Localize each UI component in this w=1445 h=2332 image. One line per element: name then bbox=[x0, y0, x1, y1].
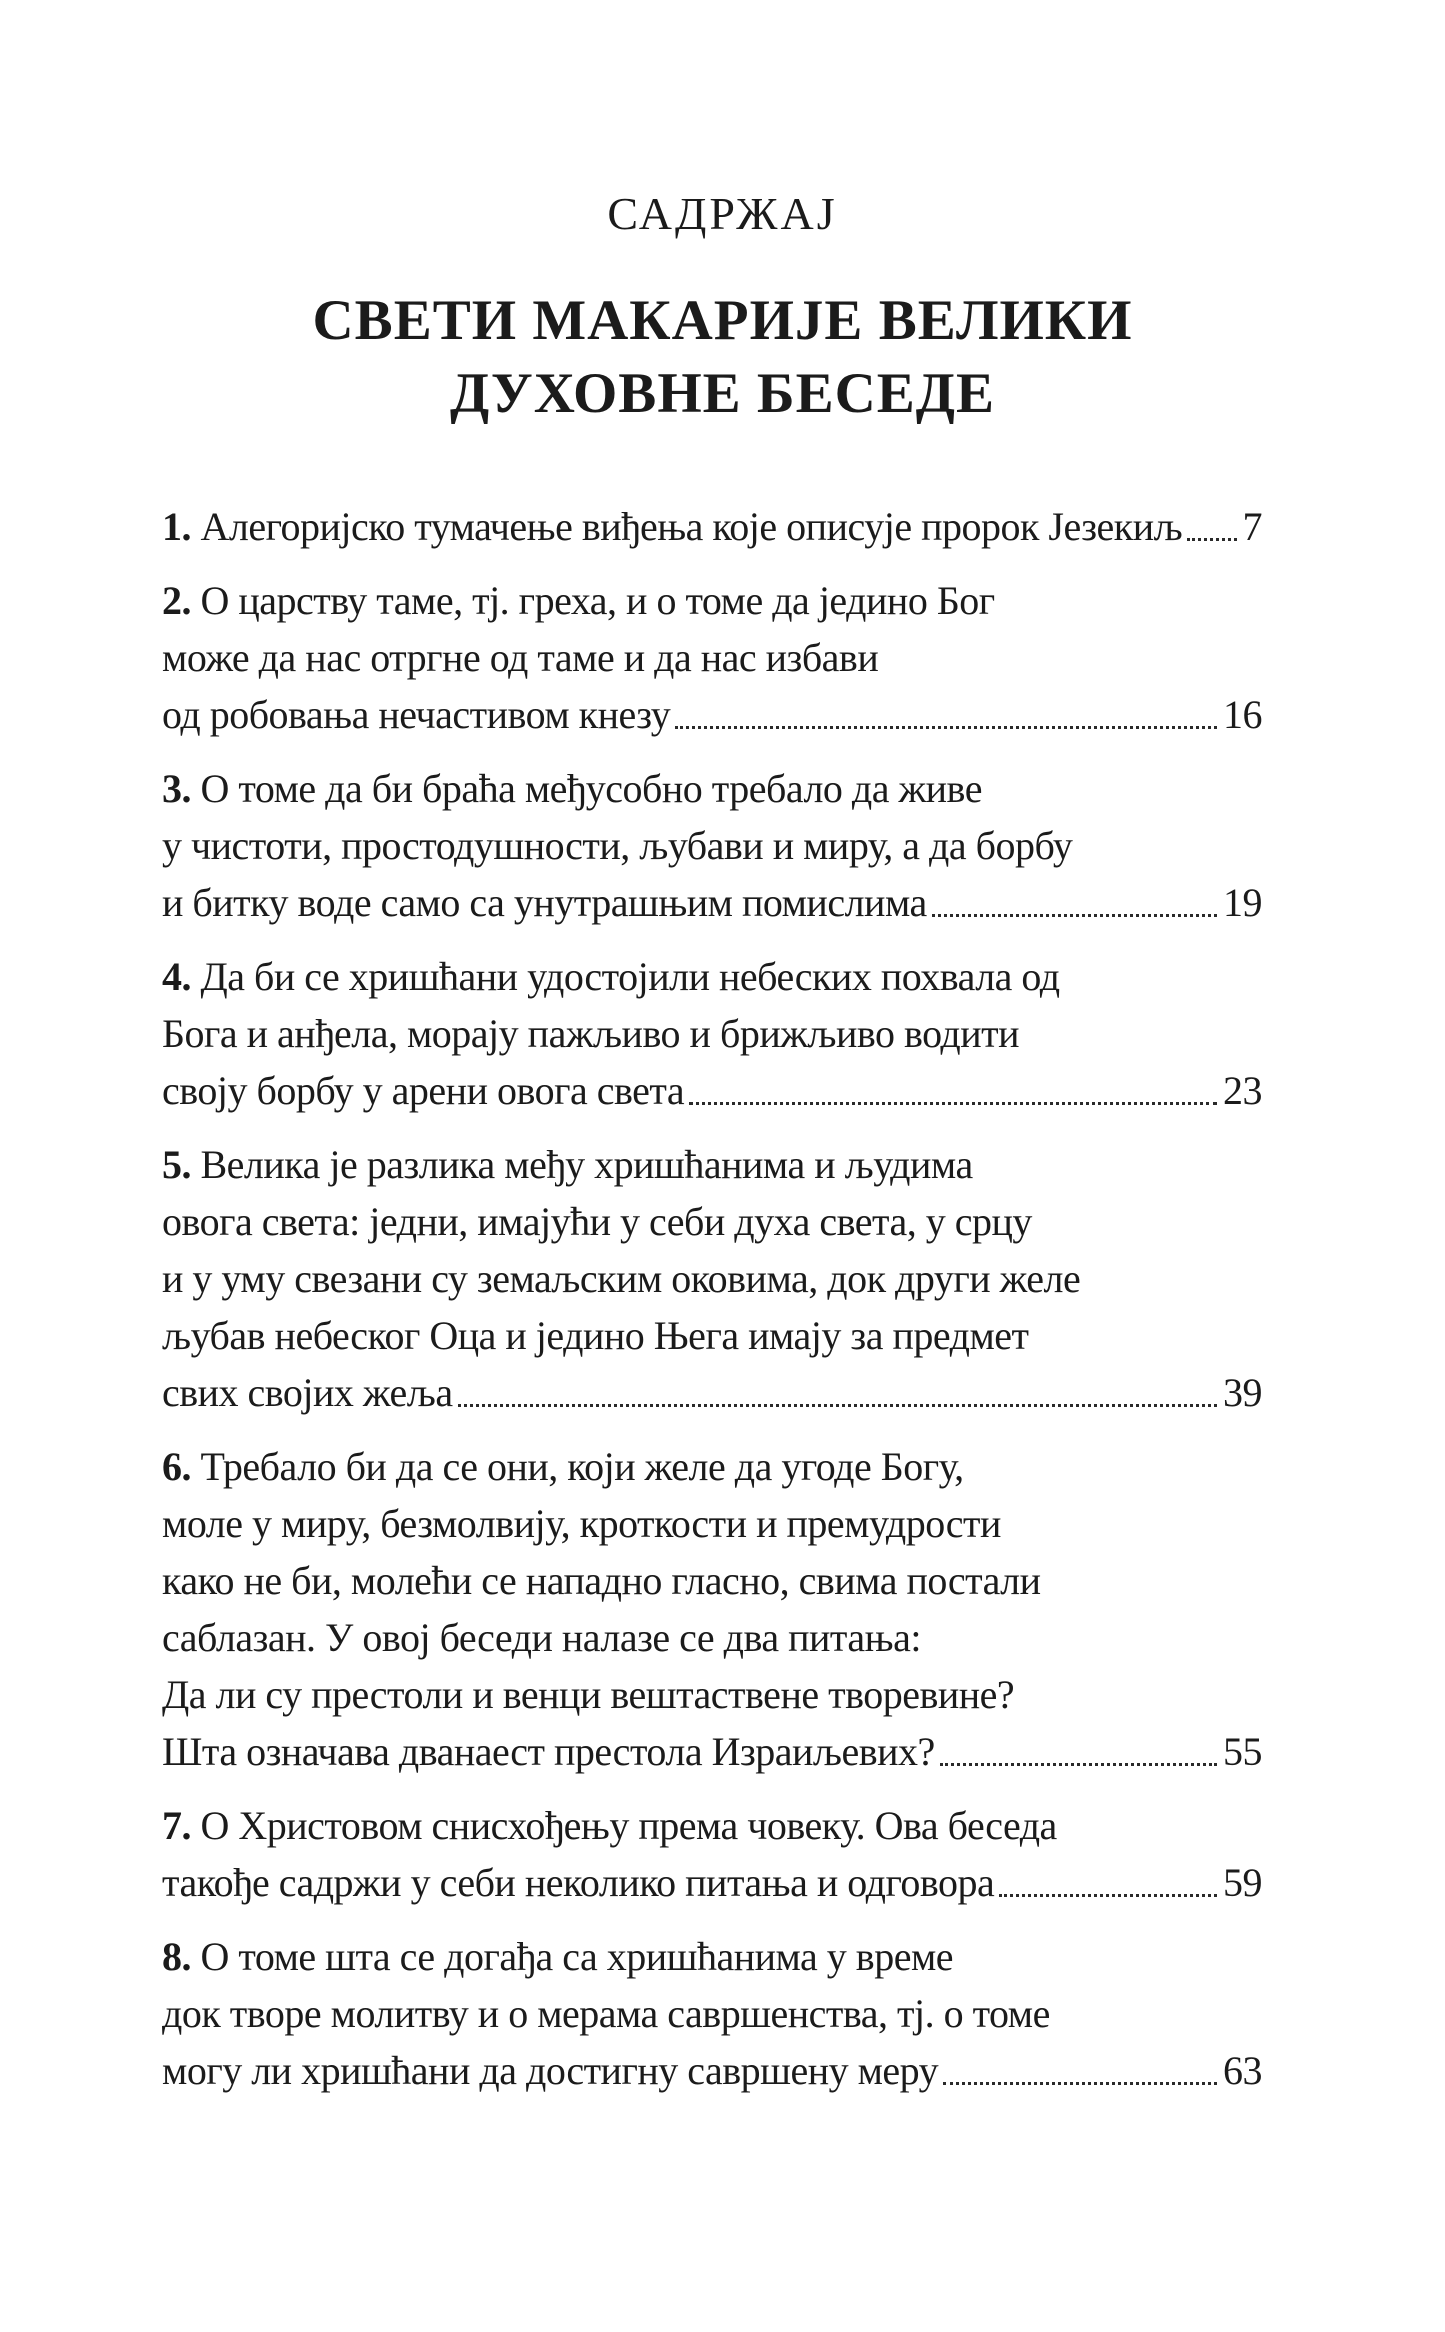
toc-entry-text: своју борбу у арени овога света bbox=[162, 1068, 685, 1113]
toc-entry bbox=[162, 572, 1262, 743]
toc-entry bbox=[162, 1797, 1262, 1911]
toc-entry-text: Шта означава дванаест престола Израиљевих? bbox=[162, 1729, 935, 1774]
toc-entry-text: 7. О Христовом снисхођењу према човеку. Ова беседа bbox=[162, 1803, 1057, 1848]
toc-entry-number: 7. bbox=[162, 1803, 201, 1848]
toc-entry-line bbox=[162, 817, 1262, 874]
toc-entry-number: 2. bbox=[162, 578, 201, 623]
toc-entry-text: и у уму свезани су земаљским оковима, док други желе bbox=[162, 1256, 1081, 1301]
toc-entry-line bbox=[162, 629, 1262, 686]
toc-entry-text: од робовања нечастивом кнезу bbox=[162, 692, 671, 737]
toc-entry-last-line bbox=[162, 1723, 1262, 1780]
toc-entry-line bbox=[162, 1985, 1262, 2042]
toc-entry-line bbox=[162, 1928, 1262, 1985]
toc-entry bbox=[162, 1438, 1262, 1780]
toc-entry-text: љубав небеског Оца и једино Њега имају за предмет bbox=[162, 1313, 1029, 1358]
toc-entry-number: 4. bbox=[162, 954, 201, 999]
page-number: 39 bbox=[1223, 1370, 1262, 1415]
toc-entry-line bbox=[162, 572, 1262, 629]
page-number: 16 bbox=[1223, 692, 1262, 737]
toc-list bbox=[162, 498, 1262, 2099]
toc-entry-line bbox=[162, 1136, 1262, 1193]
toc-entry-text: док творе молитву и о мерама савршенства, тј. о томе bbox=[162, 1991, 1050, 2036]
page-number: 59 bbox=[1223, 1860, 1262, 1905]
dot-leader bbox=[999, 1894, 1217, 1897]
toc-entry-text: Бога и анђела, морају пажљиво и брижљиво водити bbox=[162, 1011, 1020, 1056]
toc-entry-number: 5. bbox=[162, 1142, 201, 1187]
toc-entry bbox=[162, 948, 1262, 1119]
toc-entry-line bbox=[162, 1495, 1262, 1552]
toc-entry-text: 2. О царству таме, тј. греха, и о томе да једино Бог bbox=[162, 578, 995, 623]
toc-entry-last-line bbox=[162, 1062, 1262, 1119]
toc-entry-number: 3. bbox=[162, 766, 201, 811]
toc-entry-line bbox=[162, 1193, 1262, 1250]
toc-entry bbox=[162, 498, 1262, 555]
toc-entry-line bbox=[162, 1666, 1262, 1723]
toc-entry-text: свих својих жеља bbox=[162, 1370, 453, 1415]
toc-entry-line bbox=[162, 1552, 1262, 1609]
toc-entry-text: у чистоти, простодушности, љубави и миру, а да борбу bbox=[162, 823, 1073, 868]
toc-entry-text: како не би, молећи се нападно гласно, свима постали bbox=[162, 1558, 1041, 1603]
book-title bbox=[0, 284, 1445, 430]
toc-entry bbox=[162, 760, 1262, 931]
toc-entry-number: 8. bbox=[162, 1934, 201, 1979]
toc-entry-line bbox=[162, 760, 1262, 817]
page-number: 23 bbox=[1223, 1068, 1262, 1113]
page-number: 55 bbox=[1223, 1729, 1262, 1774]
dot-leader bbox=[932, 914, 1217, 917]
toc-entry-line bbox=[162, 1005, 1262, 1062]
toc-entry-text: 3. О томе да би браћа међусобно требало да живе bbox=[162, 766, 982, 811]
book-title-line1: СВЕТИ МАКАРИЈЕ ВЕЛИКИ bbox=[312, 289, 1133, 352]
dot-leader bbox=[1187, 538, 1236, 541]
toc-entry-line bbox=[162, 1250, 1262, 1307]
toc-entry-text: и битку воде само са унутрашњим помислима bbox=[162, 880, 927, 925]
toc-entry-text: 4. Да би се хришћани удостојили небеских похвала од bbox=[162, 954, 1060, 999]
toc-entry-line bbox=[162, 1609, 1262, 1666]
toc-entry-text: саблазан. У овој беседи налазе се два питања: bbox=[162, 1615, 921, 1660]
toc-entry-number: 1. bbox=[162, 504, 201, 549]
toc-entry bbox=[162, 1136, 1262, 1421]
toc-entry-line bbox=[162, 1797, 1262, 1854]
dot-leader bbox=[458, 1404, 1217, 1407]
page-number: 63 bbox=[1223, 2048, 1262, 2093]
page-number: 7 bbox=[1242, 504, 1262, 549]
toc-entry-last-line bbox=[162, 498, 1262, 555]
toc-entry bbox=[162, 1928, 1262, 2099]
toc-entry-text: 5. Велика је разлика међу хришћанима и људима bbox=[162, 1142, 973, 1187]
toc-entry-text: 1. Алегоријско тумачење виђења које описује пророк Језекиљ bbox=[162, 504, 1183, 549]
dot-leader bbox=[943, 2082, 1217, 2085]
toc-entry-text: 8. О томе шта се догађа са хришћанима у време bbox=[162, 1934, 954, 1979]
dot-leader bbox=[675, 726, 1217, 729]
page-number: 19 bbox=[1223, 880, 1262, 925]
toc-entry-number: 6. bbox=[162, 1444, 201, 1489]
toc-entry-line bbox=[162, 948, 1262, 1005]
toc-entry-line bbox=[162, 1438, 1262, 1495]
toc-entry-text: моле у миру, безмолвију, кроткости и премудрости bbox=[162, 1501, 1001, 1546]
toc-entry-text: Да ли су престоли и венци вештаствене творевине? bbox=[162, 1672, 1015, 1717]
toc-entry-text: овога света: једни, имајући у себи духа света, у срцу bbox=[162, 1199, 1032, 1244]
toc-entry-text: може да нас отргне од таме и да нас избави bbox=[162, 635, 879, 680]
toc-entry-text: 6. Требало би да се они, који желе да угоде Богу, bbox=[162, 1444, 964, 1489]
dot-leader bbox=[689, 1102, 1217, 1105]
toc-entry-last-line bbox=[162, 686, 1262, 743]
contents-heading: САДРЖАЈ bbox=[607, 188, 838, 239]
toc-entry-last-line bbox=[162, 874, 1262, 931]
toc-entry-text: могу ли хришћани да достигну савршену меру bbox=[162, 2048, 939, 2093]
toc-entry-last-line bbox=[162, 1364, 1262, 1421]
toc-entry-last-line bbox=[162, 1854, 1262, 1911]
dot-leader bbox=[940, 1763, 1217, 1766]
toc-entry-last-line bbox=[162, 2042, 1262, 2099]
toc-entry-line bbox=[162, 1307, 1262, 1364]
toc-entry-text: такође садржи у себи неколико питања и одговора bbox=[162, 1860, 995, 1905]
book-title-line2: ДУХОВНЕ БЕСЕДЕ bbox=[449, 362, 996, 425]
